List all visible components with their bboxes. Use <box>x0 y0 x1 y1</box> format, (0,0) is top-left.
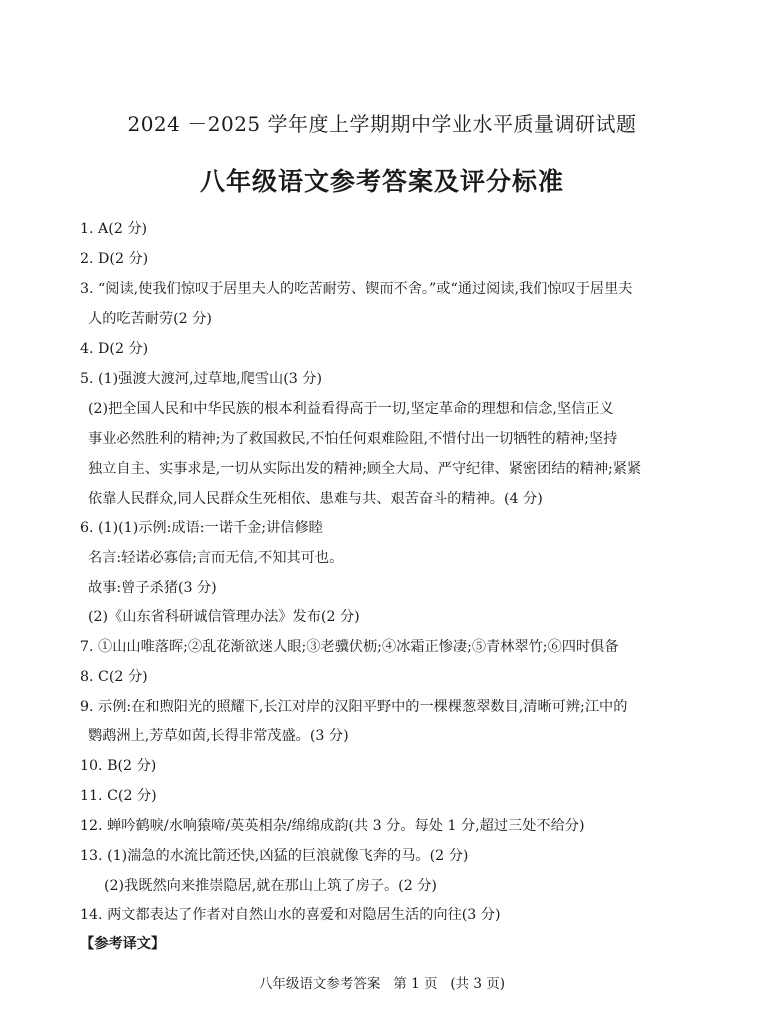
answer-line: (2)《山东省科研诚信管理办法》发布(2 分) <box>88 609 360 625</box>
document-title: 八年级语文参考答案及评分标准 <box>199 167 564 196</box>
answer-line: 5. (1)强渡大渡河,过草地,爬雪山(3 分) <box>80 371 323 387</box>
answer-line: 3. “阅读,使我们惊叹于居里夫人的吃苦耐劳、锲而不舍。”或“通过阅读,我们惊叹于居里夫 <box>80 281 633 297</box>
answer-line: 1. A(2 分) <box>80 221 148 237</box>
answer-line: 名言:轻诺必寡信;言而无信,不知其可也。 <box>88 550 344 566</box>
answer-line: (2)把全国人民和中华民族的根本利益看得高于一切,坚定革命的理想和信念,坚信正义 <box>88 401 614 417</box>
answer-line: 14. 两文都表达了作者对自然山水的喜爱和对隐居生活的向往(3 分) <box>80 907 501 923</box>
answer-line: 人的吃苦耐劳(2 分) <box>88 311 212 327</box>
answer-line: 6. (1)(1)示例:成语:一诺千金;讲信修睦 <box>80 520 323 536</box>
answer-line: 故事:曾子杀猪(3 分) <box>88 580 217 596</box>
answer-line: 13. (1)湍急的水流比箭还快,凶猛的巨浪就像飞奔的马。(2 分) <box>80 848 469 864</box>
exam-title: 2024 －2025 学年度上学期期中学业水平质量调研试题 <box>127 112 637 136</box>
answer-line: 4. D(2 分) <box>80 341 149 357</box>
page-footer: 八年级语文参考答案 第 1 页 (共 3 页) <box>258 976 506 992</box>
answer-line: 12. 蝉吟鹤唳/水响猿啼/英英相杂/绵绵成韵(共 3 分。每处 1 分,超过三处不给分) <box>80 818 585 834</box>
answer-line: 9. 示例:在和煦阳光的照耀下,长江对岸的汉阳平野中的一棵棵葱翠数目,清晰可辨;江中的 <box>80 699 628 715</box>
answer-line: 8. C(2 分) <box>80 669 148 685</box>
answer-line: 10. B(2 分) <box>80 758 157 774</box>
answer-line: 依靠人民群众,同人民群众生死相依、患难与共、艰苦奋斗的精神。(4 分) <box>88 491 543 507</box>
answer-line: (2)我既然向来推崇隐居,就在那山上筑了房子。(2 分) <box>104 878 437 894</box>
answer-line: 7. ①山山唯落晖;②乱花渐欲迷人眼;③老骥伏枥;④冰霜正惨凄;⑤青林翠竹;⑥四时俱备 <box>80 639 619 655</box>
section-heading: 【参考译文】 <box>80 936 166 952</box>
answer-line: 事业必然胜利的精神;为了救国救民,不怕任何艰难险阻,不惜付出一切牺牲的精神;坚持 <box>88 431 618 447</box>
answer-line: 11. C(2 分) <box>80 788 157 804</box>
answer-line: 2. D(2 分) <box>80 251 149 267</box>
answer-line: 独立自主、实事求是,一切从实际出发的精神;顾全大局、严守纪律、紧密团结的精神;紧紧 <box>88 461 642 477</box>
answer-line: 鹦鹉洲上,芳草如茵,长得非常茂盛。(3 分) <box>88 728 349 744</box>
